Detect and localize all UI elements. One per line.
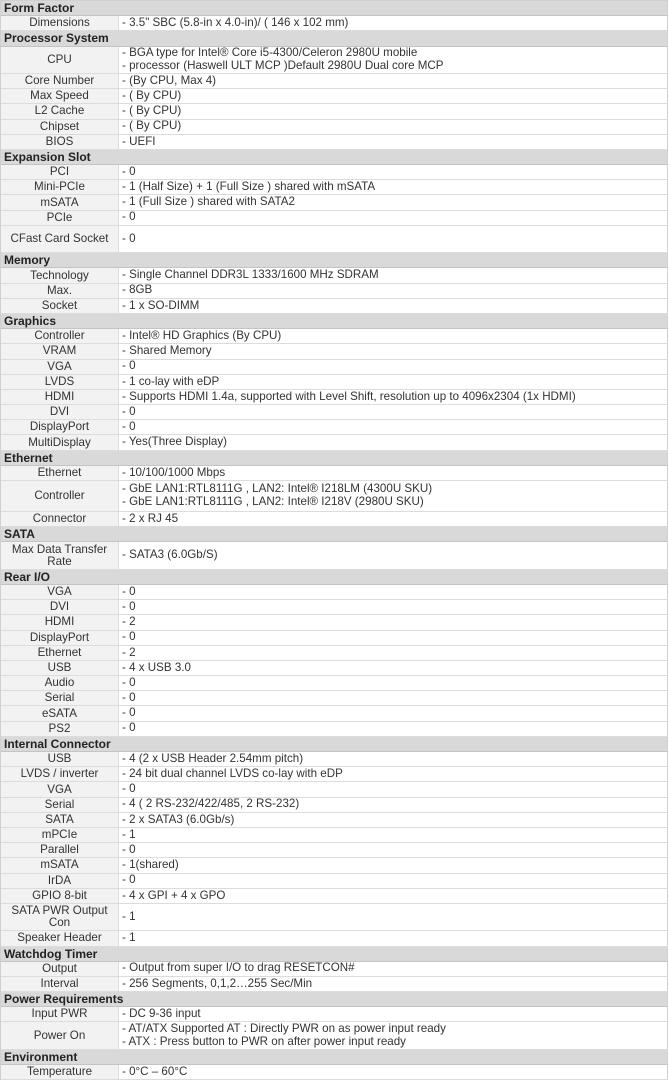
spec-value-line: - 1 (Half Size) + 1 (Full Size ) shared with mSATA — [122, 180, 376, 194]
spec-label: Max Speed — [1, 89, 119, 103]
spec-value-line: - 0 — [122, 630, 136, 644]
spec-value-line: - UEFI — [122, 134, 156, 148]
spec-row — [1, 284, 668, 299]
spec-value-line: - processor (Haswell ULT MCP )Default 2980U Dual core MCP — [122, 58, 444, 72]
spec-value — [119, 828, 668, 842]
spec-value-line: - 0 — [122, 584, 136, 598]
spec-row — [1, 360, 668, 375]
spec-value-line: - 4 x GPI + 4 x GPO — [122, 888, 226, 902]
spec-label: Parallel — [1, 843, 119, 857]
spec-row — [1, 329, 668, 344]
spec-row — [1, 195, 668, 210]
spec-row — [1, 889, 668, 904]
spec-label: SATA — [1, 813, 119, 827]
spec-value-line: - 0 — [122, 404, 136, 418]
spec-label: Input PWR — [1, 1007, 119, 1021]
spec-value-line: - Intel® HD Graphics (By CPU) — [122, 328, 282, 342]
spec-value — [119, 676, 668, 690]
spec-row — [1, 481, 668, 512]
spec-row — [1, 661, 668, 676]
spec-value — [119, 904, 668, 930]
spec-row — [1, 165, 668, 180]
spec-row — [1, 904, 668, 931]
spec-value — [119, 420, 668, 434]
section-header-form-factor: Form Factor — [1, 1, 668, 16]
section-header-expansion-slot: Expansion Slot — [1, 150, 668, 165]
spec-value-line: - Single Channel DDR3L 1333/1600 MHz SDRAM — [122, 268, 379, 282]
spec-value-line: - 0 — [122, 599, 136, 613]
spec-value — [119, 268, 668, 282]
spec-value — [119, 329, 668, 343]
spec-value-line: - DC 9-36 input — [122, 1007, 201, 1021]
section-header-watchdog-timer: Watchdog Timer — [1, 947, 668, 962]
spec-value — [119, 135, 668, 149]
spec-row — [1, 466, 668, 481]
spec-value-line: - 0°C – 60°C — [122, 1064, 188, 1078]
spec-value-line: - ATX : Press button to PWR on after power input ready — [122, 1034, 406, 1048]
spec-value — [119, 1022, 668, 1048]
spec-label: IrDA — [1, 874, 119, 888]
spec-value-line: - BGA type for Intel® Core i5-4300/Celeron 2980U mobile — [122, 46, 418, 60]
spec-row — [1, 211, 668, 226]
spec-value-line: - 0 — [122, 210, 136, 224]
spec-value — [119, 691, 668, 705]
section-header-ethernet: Ethernet — [1, 451, 668, 466]
spec-label: PCI — [1, 165, 119, 179]
spec-row — [1, 931, 668, 946]
spec-row — [1, 420, 668, 435]
spec-row — [1, 268, 668, 283]
spec-value-line: - 0 — [122, 420, 136, 434]
spec-row — [1, 585, 668, 600]
spec-value-line: - ( By CPU) — [122, 119, 182, 133]
spec-value-line: - 3.5" SBC (5.8-in x 4.0-in)/ ( 146 x 102 mm) — [122, 15, 349, 29]
spec-label: USB — [1, 661, 119, 675]
spec-label: mSATA — [1, 858, 119, 872]
spec-value-line: - 1 — [122, 827, 136, 841]
spec-value — [119, 542, 668, 568]
spec-value-line: - ( By CPU) — [122, 88, 182, 102]
spec-row — [1, 798, 668, 813]
spec-row — [1, 752, 668, 767]
section-header-graphics: Graphics — [1, 314, 668, 329]
spec-row — [1, 390, 668, 405]
spec-row — [1, 344, 668, 359]
spec-label: L2 Cache — [1, 104, 119, 118]
spec-label: DVI — [1, 405, 119, 419]
spec-value-line: - GbE LAN1:RTL8111G , LAN2: Intel® I218LM (4300U SKU) — [122, 482, 433, 496]
spec-label: VGA — [1, 782, 119, 796]
spec-label: LVDS — [1, 375, 119, 389]
spec-label: mSATA — [1, 195, 119, 209]
spec-label: PS2 — [1, 722, 119, 736]
spec-value-line: - Supports HDMI 1.4a, supported with Level Shift, resolution up to 4096x2304 (1x HDMI) — [122, 389, 576, 403]
spec-label: GPIO 8-bit — [1, 889, 119, 903]
spec-value-line: - Output from super I/O to drag RESETCON# — [122, 961, 355, 975]
spec-value-line: - ( By CPU) — [122, 104, 182, 118]
spec-value — [119, 813, 668, 827]
spec-value-line: - 0 — [122, 706, 136, 720]
spec-value-line: - GbE LAN1:RTL8111G , LAN2: Intel® I218V (2980U SKU) — [122, 495, 424, 509]
spec-value — [119, 752, 668, 766]
spec-value-line: - 0 — [122, 842, 136, 856]
spec-value — [119, 931, 668, 945]
spec-value — [119, 874, 668, 888]
spec-label: mPCIe — [1, 828, 119, 842]
spec-label: Speaker Header — [1, 931, 119, 945]
spec-label: Ethernet — [1, 646, 119, 660]
spec-row — [1, 962, 668, 977]
spec-row — [1, 435, 668, 450]
spec-row — [1, 226, 668, 253]
spec-value — [119, 767, 668, 781]
spec-value — [119, 390, 668, 404]
spec-value — [119, 585, 668, 599]
spec-value-line: - 0 — [122, 359, 136, 373]
spec-value — [119, 706, 668, 720]
spec-row — [1, 120, 668, 135]
spec-value-line: - 1 x SO-DIMM — [122, 298, 200, 312]
spec-value-line: - 1 — [122, 909, 136, 923]
section-header-sata: SATA — [1, 527, 668, 542]
spec-row — [1, 74, 668, 89]
spec-label: PCIe — [1, 211, 119, 225]
spec-value — [119, 889, 668, 903]
spec-label: VGA — [1, 585, 119, 599]
spec-row — [1, 977, 668, 992]
spec-label: Max. — [1, 284, 119, 298]
spec-value — [119, 798, 668, 812]
spec-value — [119, 195, 668, 209]
spec-value-line: - 0 — [122, 691, 136, 705]
spec-label: LVDS / inverter — [1, 767, 119, 781]
spec-value-line: - 2 — [122, 615, 136, 629]
spec-value — [119, 512, 668, 526]
spec-label: Controller — [1, 481, 119, 511]
spec-label: USB — [1, 752, 119, 766]
spec-value — [119, 600, 668, 614]
spec-value — [119, 843, 668, 857]
spec-label: DisplayPort — [1, 420, 119, 434]
spec-label: Connector — [1, 512, 119, 526]
spec-label: VRAM — [1, 344, 119, 358]
spec-label: Socket — [1, 299, 119, 313]
spec-row — [1, 706, 668, 721]
spec-row — [1, 512, 668, 527]
spec-value-line: - 2 x SATA3 (6.0Gb/s) — [122, 812, 235, 826]
spec-value — [119, 211, 668, 225]
spec-value — [119, 284, 668, 298]
spec-value — [119, 722, 668, 736]
spec-value-line: - SATA3 (6.0Gb/S) — [122, 548, 218, 562]
spec-row — [1, 631, 668, 646]
spec-row — [1, 180, 668, 195]
spec-value-line: - (By CPU, Max 4) — [122, 73, 217, 87]
spec-value-line: - 2 — [122, 645, 136, 659]
spec-value — [119, 344, 668, 358]
spec-value-line: - 256 Segments, 0,1,2…255 Sec/Min — [122, 976, 313, 990]
spec-value — [119, 631, 668, 645]
spec-value — [119, 405, 668, 419]
spec-value — [119, 89, 668, 103]
spec-row — [1, 47, 668, 74]
spec-label: BIOS — [1, 135, 119, 149]
spec-value — [119, 661, 668, 675]
spec-row — [1, 104, 668, 119]
spec-value-line: - 1 co-lay with eDP — [122, 374, 220, 388]
spec-row — [1, 813, 668, 828]
spec-value-line: - 4 x USB 3.0 — [122, 660, 191, 674]
spec-value-line: - 1 — [122, 931, 136, 945]
spec-value-line: - 1 (Full Size ) shared with SATA2 — [122, 195, 295, 209]
spec-value-line: - 4 (2 x USB Header 2.54mm pitch) — [122, 751, 304, 765]
spec-label: Serial — [1, 798, 119, 812]
section-header-power-requirements: Power Requirements — [1, 992, 668, 1007]
spec-value-line: - 8GB — [122, 283, 153, 297]
spec-label: Max Data Transfer Rate — [1, 542, 119, 568]
spec-label: Interval — [1, 977, 119, 991]
spec-row — [1, 600, 668, 615]
spec-label: HDMI — [1, 615, 119, 629]
spec-row — [1, 405, 668, 420]
spec-row — [1, 89, 668, 104]
spec-label: Output — [1, 962, 119, 976]
spec-value — [119, 375, 668, 389]
spec-label: Controller — [1, 329, 119, 343]
spec-value-line: - 10/100/1000 Mbps — [122, 465, 226, 479]
spec-label: Chipset — [1, 120, 119, 134]
spec-label: Mini-PCIe — [1, 180, 119, 194]
spec-value-line: - 0 — [122, 782, 136, 796]
section-header-internal-connector: Internal Connector — [1, 737, 668, 752]
spec-row — [1, 646, 668, 661]
spec-value — [119, 165, 668, 179]
spec-value — [119, 104, 668, 118]
spec-label: Audio — [1, 676, 119, 690]
spec-row — [1, 1065, 668, 1080]
spec-row — [1, 1022, 668, 1049]
spec-value-line: - Yes(Three Display) — [122, 435, 228, 449]
spec-label: MultiDisplay — [1, 435, 119, 449]
spec-value — [119, 962, 668, 976]
spec-row — [1, 16, 668, 31]
spec-row — [1, 858, 668, 873]
spec-row — [1, 782, 668, 797]
spec-value — [119, 782, 668, 796]
spec-row — [1, 874, 668, 889]
spec-label: DVI — [1, 600, 119, 614]
section-header-processor-system: Processor System — [1, 31, 668, 46]
spec-label: Dimensions — [1, 16, 119, 30]
spec-value — [119, 120, 668, 134]
spec-value — [119, 858, 668, 872]
spec-label: CPU — [1, 47, 119, 73]
spec-value-line: - 0 — [122, 721, 136, 735]
spec-label: DisplayPort — [1, 631, 119, 645]
spec-label: Serial — [1, 691, 119, 705]
spec-row — [1, 676, 668, 691]
spec-row — [1, 1007, 668, 1022]
spec-value — [119, 16, 668, 30]
spec-row — [1, 299, 668, 314]
spec-value — [119, 1065, 668, 1079]
spec-value — [119, 435, 668, 449]
spec-row — [1, 828, 668, 843]
spec-value-line: - 0 — [122, 873, 136, 887]
spec-value — [119, 299, 668, 313]
spec-row — [1, 135, 668, 150]
spec-row — [1, 542, 668, 569]
spec-value — [119, 47, 668, 73]
spec-row — [1, 375, 668, 390]
spec-value-line: - Shared Memory — [122, 344, 212, 358]
spec-value-line: - 1(shared) — [122, 858, 179, 872]
spec-label: Core Number — [1, 74, 119, 88]
spec-value-line: - 4 ( 2 RS-232/422/485, 2 RS-232) — [122, 797, 300, 811]
spec-value — [119, 977, 668, 991]
section-header-memory: Memory — [1, 253, 668, 268]
section-header-rear-i-o: Rear I/O — [1, 570, 668, 585]
spec-value-line: - 0 — [122, 164, 136, 178]
spec-row — [1, 615, 668, 630]
spec-value — [119, 180, 668, 194]
spec-label: HDMI — [1, 390, 119, 404]
spec-label: Ethernet — [1, 466, 119, 480]
spec-row — [1, 722, 668, 737]
spec-value — [119, 481, 668, 511]
spec-label: Temperature — [1, 1065, 119, 1079]
spec-value — [119, 360, 668, 374]
spec-label: SATA PWR Output Con — [1, 904, 119, 930]
spec-value-line: - AT/ATX Supported AT : Directly PWR on as power input ready — [122, 1022, 446, 1036]
spec-label: CFast Card Socket — [1, 226, 119, 252]
spec-value-line: - 0 — [122, 675, 136, 689]
spec-value — [119, 74, 668, 88]
spec-label: Technology — [1, 268, 119, 282]
spec-value-line: - 0 — [122, 231, 136, 245]
spec-label: eSATA — [1, 706, 119, 720]
spec-row — [1, 843, 668, 858]
spec-label: VGA — [1, 360, 119, 374]
spec-row — [1, 691, 668, 706]
spec-value-line: - 24 bit dual channel LVDS co-lay with eDP — [122, 767, 343, 781]
spec-value — [119, 1007, 668, 1021]
spec-value — [119, 466, 668, 480]
spec-label: Power On — [1, 1022, 119, 1048]
section-header-environment: Environment — [1, 1050, 668, 1065]
spec-value — [119, 226, 668, 252]
spec-value — [119, 615, 668, 629]
spec-value — [119, 646, 668, 660]
spec-value-line: - 2 x RJ 45 — [122, 511, 179, 525]
spec-row — [1, 767, 668, 782]
